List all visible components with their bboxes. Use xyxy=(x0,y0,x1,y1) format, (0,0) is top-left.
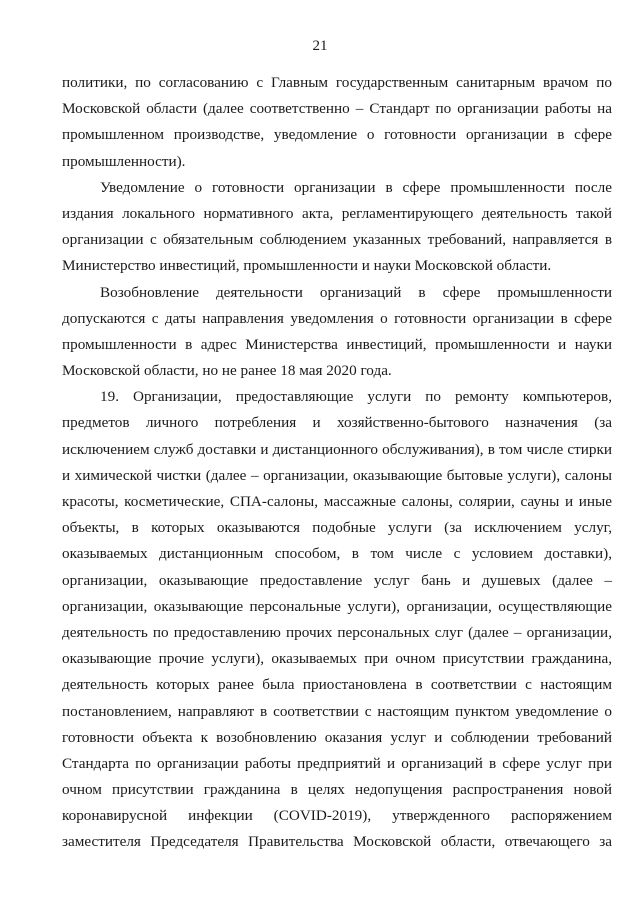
text-line: заместителя Председателя Правительства Московской области, отвечающего за xyxy=(62,833,612,851)
text-line: Московской области (далее соответственно – Стандарт по организации работы на xyxy=(62,100,612,118)
text-line: коронавирусной инфекции (COVID-2019), утвержденного распоряжением xyxy=(62,807,612,825)
text-line: оказывающие прочие услуги), оказываемых при очном присутствии гражданина, xyxy=(62,650,612,668)
text-line: промышленности в адрес Министерства инвестиций, промышленности и науки xyxy=(62,335,612,353)
text-line: политики, по согласованию с Главным государственным санитарным врачом по xyxy=(62,74,612,91)
text-line: деятельность которых ранее была приостановлена в соответствии с настоящим xyxy=(62,676,612,694)
text-line: предметов личного потребления и хозяйственно-бытового назначения (за xyxy=(62,414,612,432)
text-line: издания локального нормативного акта, регламентирующего деятельность такой xyxy=(62,204,612,222)
text-line: промышленном производстве, уведомление о готовности организации в сфере xyxy=(62,126,612,144)
text-line: 19. Организации, предоставляющие услуги по ремонту компьютеров, xyxy=(100,388,612,406)
text-line: Московской области, но не ранее 18 мая 2020 года. xyxy=(62,362,392,380)
page-number: 21 xyxy=(312,38,328,54)
document-body xyxy=(62,70,612,856)
text-line: Возобновление деятельности организаций в сфере промышленности xyxy=(100,283,612,301)
text-line: красоты, косметические, СПА-салоны, массажные салоны, солярии, сауны и иные xyxy=(62,493,612,510)
text-line: и химической чистки (далее – организации, оказывающие бытовые услуги), салоны xyxy=(62,466,612,484)
text-line: Стандарта по организации работы предприятий и организаций в сфере услуг при xyxy=(62,754,612,772)
text-line: организации, оказывающие персональные услуги), организации, осуществляющие xyxy=(62,597,612,615)
text-line: Уведомление о готовности организации в сфере промышленности после xyxy=(100,178,612,196)
text-line: оказываемых дистанционным способом, в том числе с условием доставки), xyxy=(62,545,612,563)
text-line: организации, оказывающие предоставление услуг бань и душевых (далее – xyxy=(62,571,612,589)
text-line: деятельность по предоставлению прочих персональных слуг (далее – организации, xyxy=(62,623,612,641)
text-line: очном присутствии гражданина в целях недопущения распространения новой xyxy=(62,781,612,799)
text-line: готовности объекта к возобновлению оказания услуг и соблюдении требований xyxy=(62,728,612,746)
text-line: промышленности). xyxy=(62,152,186,170)
text-line: постановлением, направляют в соответствии с настоящим пунктом уведомление о xyxy=(62,702,612,720)
text-line: допускаются с даты направления уведомления о готовности организации в сфере xyxy=(62,309,612,327)
text-line: Министерство инвестиций, промышленности и науки Московской области. xyxy=(62,257,552,275)
text-line: исключением служб доставки и дистанционного обслуживания), в том числе стирки xyxy=(62,440,612,458)
text-line: объекты, в которых оказываются подобные услуги (за исключением услуг, xyxy=(62,519,612,537)
text-line: организации с обязательным соблюдением указанных требований, направляется в xyxy=(62,231,612,249)
